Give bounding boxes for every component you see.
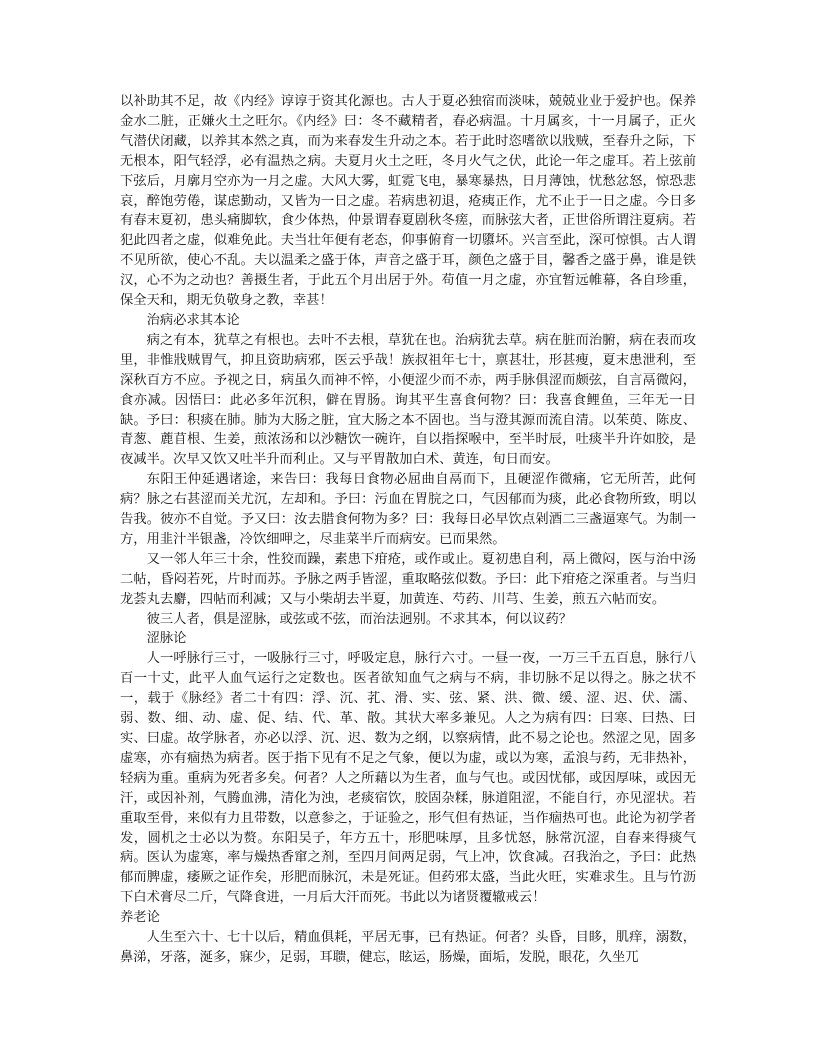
- paragraph: 病之有本，犹草之有根也。去叶不去根，草犹在也。治病犹去草。病在脏而治腑，病在表而攻里，非惟戕贼胃气，抑且资助病邪，医云乎哉！族叔祖年七十，禀甚壮，形甚瘦，夏末患泄利，至深秋百方不应。予视之日，病虽久而神不悴，小便涩少而不赤，两手脉俱涩而颇弦，自言鬲微闷，食亦减。因悟曰：此必多年沉积，僻在胃肠。询其平生喜食何物？曰：我喜食鲤鱼，三年无一日缺。予曰：积痰在肺。肺为大肠之脏，宜大肠之本不固也。当与澄其源而流自清。以茱萸、陈皮、青葱、蔍苜根、生姜，煎浓汤和以沙糖饮一碗许，自以指探喉中，至半时辰，吐痰半升许如胶，是夜减半。次早又饮又吐半升而利止。又与平胃散加白术、黄连，旬日而安。: [120, 332, 696, 468]
- section-heading-zhibing: 治病必求其本论: [146, 312, 240, 328]
- paragraph: 彼三人者，俱是涩脉，或弦或不弦，而治法迥别。不求其本，何以议药？: [146, 611, 573, 627]
- paragraph-intro-continued: 以补助其不足，故《内经》谆谆于资其化源也。古人于夏必独宿而淡味，兢兢业业于爱护也。保养金水二脏，正嫌火土之旺尔。《内经》曰：冬不藏精者，春必病温。十月属亥，十一月属子，正火气潜伏闭藏，以养其本然之真，而为来春发生升动之本。若于此时恣嗜欲以戕贼，至春升之际，下无根本，阳气轻浮，必有温热之病。夫夏月火土之旺，冬月火气之伏，此论一年之虚耳。若上弦前下弦后，月廓月空亦为一月之虚。大风大雾，虹霓飞电，暴寒暴热，日月薄蚀，忧愁忿怒，惊恐悲哀，醉饱劳倦，谋虑勤动，又皆为一日之虚。若病患初退，疮痍正作，尤不止于一日之虚。今日多有春末夏初，患头痛脚软，食少体热，仲景谓春夏剧秋冬瘥，而脉弦大者，正世俗所谓注夏病。若犯此四者之虚，似难免此。夫当壮年便有老态，仰事俯育一切隳坏。兴言至此，深可惊惧。古人谓不见所欲，使心不乱。夫以温柔之盛于体，声音之盛于耳，颜色之盛于目，馨香之盛于鼻，谁是铁汉，心不为之动也？善摄生者，于此五个月出居于外。苟值一月之虚，亦宜暂远帷幕，各自珍重，保全天和，期无负敬身之教，幸甚！: [120, 94, 696, 309]
- paragraph: 人生至六十、七十以后，精血俱耗，平居无事，已有热证。何者？头昏，目眵，肌痒，溺数，鼻涕，牙落，涎多，寐少，足弱，耳聩，健忘，眩运，肠燥，面垢，发脱，眼花，久坐兀: [120, 930, 696, 965]
- paragraph: 又一邻人年三十余，性狡而躁，素患下疳疮，或作或止。夏初患自利，鬲上微闷，医与治中汤二帖，昏闷若死，片时而苏。予脉之两手皆涩，重取略弦似数。予曰：此下疳疮之深重者。与当归龙荟丸去麝，四帖而利减；又与小柴胡去半夏，加黄连、芍药、川芎、生姜，煎五六帖而安。: [120, 551, 696, 607]
- paragraph: 东阳王仲延遇诸途，来告曰：我每日食物必屈曲自鬲而下，且硬涩作微痛，它无所苦，此何病？脉之右甚涩而关尤沉，左却和。予曰：污血在胃脘之口，气因郁而为痰，此必食物所致，明以告我。彼亦不自觉。予又曰：汝去腊食何物为多？曰：我每日必早饮点剁酒二三盏逼寒气。为制一方，用韭汁半银盏，冷饮细呷之，尽韭菜半斤而病安。已而果然。: [120, 472, 696, 547]
- section-heading-yanglao: 养老论: [120, 910, 160, 926]
- paragraph: 人一呼脉行三寸，一吸脉行三寸，呼吸定息，脉行六寸。一昼一夜，一万三千五百息，脉行八百一十丈，此平人血气运行之定数也。医者欲知血气之病与不病，非切脉不足以得之。脉之状不一，载于《脉经》者二十有四：浮、沉、芤、滑、实、弦、紧、洪、微、缓、涩、迟、伏、濡、弱、数、细、动、虚、促、结、代、革、散。其状大率多兼见。人之为病有四：曰寒、曰热、曰实、曰虚。故学脉者，亦必以浮、沉、迟、数为之纲，以察病情，此不易之论也。然涩之见，固多虚寒，亦有痼热为病者。医于指下见有不足之气象，便以为虚，或以为寒，孟浪与药，无非热补，轻病为重。重病为死者多矣。何者？人之所藉以为生者，血与气也。或因忧郁，或因厚味，或因无汗，或因补剂，气腾血沸，清化为浊，老痰宿饮，胶固杂糅，脉道阻涩，不能自行，亦见涩状。若重取至骨，来似有力且带数，以意参之，于证验之，形气但有热证，当作痼热可也。此论为初学者发，圆机之士必以为赘。东阳吴子，年方五十，形肥味厚，且多忧怒，脉常沉涩，自春来得痰气病。医认为虚寒，率与燥热香窜之剂，至四月间两足弱，气上冲，饮食减。召我治之，予曰：此热郁而脾虚，痿厥之证作矣，形肥而脉沉，未是死证。但药邪太盛，当此火旺，实难求生。且与竹沥下白术膏尽二斤，气降食进，一月后大汗而死。书此以为诸贤覆辙戒云！: [120, 651, 696, 906]
- section-heading-semai: 涩脉论: [146, 631, 187, 647]
